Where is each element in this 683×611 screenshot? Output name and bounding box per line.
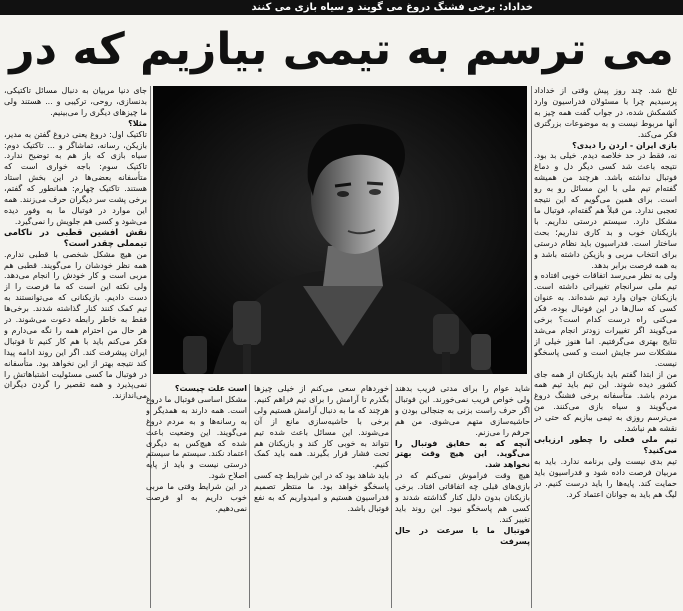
paragraph: باید شاهد بود که در این شرایط چه کسی پاسخگو خواهد بود. ما منتظر تصمیم فدراسیون هستیم و امیدواریم که به نفع فوتبال باشد. bbox=[254, 471, 389, 513]
kicker-text: خداداد: برخی فشنگ دروغ می گویند و سیاه بازی می کنند bbox=[251, 2, 533, 13]
subheading: تیم ملی فعلی را چطور ارزیابی می‌کنید؟ bbox=[534, 435, 677, 455]
paragraph: هیچ وقت فراموش نمی‌کنم که در بازی‌های قبلی چه اتفاقاتی افتاد. برخی بازیکنان بدون دلیل کنار گذاشته شدند و کسی هم پاسخگو نبود. این روند باید تغییر کند. bbox=[395, 471, 530, 524]
paragraph: من از ابتدا گفتم باید بازیکنان از همه جای کشور دیده شوند. این تیم باید تیم همه مردم باشد. متأسفانه برخی فشنگ دروغ می‌گویند و سیاه بازی می‌کنند. من می‌ترسم روزی به تیمی ببازیم که حتی در نقشه هم نباشد. bbox=[534, 369, 677, 434]
paragraph: تلخ شد. چند روز پیش وقتی از خداداد پرسیدیم چرا با مسئولان فدراسیون وارد کشمکش شده، در جواب گفت همه چیز به آنها مربوط نیست و به موضوعات بزرگتری فکر می‌کند. bbox=[534, 86, 677, 139]
paragraph: خوردهام سعی می‌کنم از خیلی چیزها بگذرم تا آرامش را برای تیم فراهم کنیم. هرچند که ما به دنبال آرامش هستیم ولی برخی با حاشیه‌سازی مانع از آن می‌شوند. این مسائل باعث شده تیم نتواند به خوبی کار کند و بازیکنان هم تحت فشار قرار بگیرند. همه باید کمک کنیم. bbox=[254, 384, 389, 470]
kicker-bar bbox=[0, 0, 683, 15]
microphone-icon bbox=[183, 336, 207, 374]
microphone-icon bbox=[471, 334, 491, 370]
column-rule bbox=[249, 384, 250, 608]
paragraph: من هیچ مشکل شخصی با قطبی ندارم. همه نظر خودشان را می‌گویند. قطبی هم مربی است و کار خودش را انجام می‌دهد. ولی نکته این است که ما فرصت را از دست دادیم. بازیکنانی که می‌توانستند به تیم کمک کنند کنار گذاشته شدند. برخی‌ها فقط به خاطر رابطه دعوت می‌شوند. در هر حال من احترام همه را نگه می‌دارم و فکر می‌کنم باید با هم کار کنیم تا فوتبال ایران پیشرفت کند. اگر این روند ادامه پیدا کند نتیجه بهتر از این نخواهد بود. متأسفانه در فوتبال ما کسی مسئولیت اشتباهاتش را نمی‌پذیرد و همه تقصیر را گردن دیگران می‌اندازند. bbox=[4, 249, 147, 401]
subheading: مثلا؟ bbox=[128, 118, 147, 128]
coach-photo bbox=[153, 86, 527, 374]
subheading: فوتبال ما با سرعت در حال پسرفت bbox=[395, 525, 530, 546]
subheading: آنچه که به حقایق فوتبال را می‌گوید. این هیچ وقت بهتر نخواهد شد. bbox=[395, 438, 530, 470]
article-column-middle-2 bbox=[254, 384, 389, 608]
paragraph: شاید عوام را برای مدتی فریب بدهند ولی خواص فریب نمی‌خورند. این فوتبال اگر حرف راست بزنی به جنجالی بودن و حاشیه‌سازی متهم می‌شوی. من هم حرفم را می‌زنم. bbox=[395, 384, 530, 437]
paragraph: تاکتیک اول: دروغ یعنی دروغ گفتن به مدیر، بازیکن، رسانه، تماشاگر و ... تاکتیک دوم: سیاه بازی که باز هم به توضیح ندارد. تاکتیک سوم: باجه خواری است که متأسفانه بعضی‌ها در این بخش استاد هستند. تاکتیک چهارم: همانطور که گفتم، برخی پشت سر دیگران حرف می‌زنند. همه این موارد در فوتبال ما به وفور دیده می‌شود و کسی هم جلویش را نمی‌گیرد. bbox=[4, 129, 147, 226]
paragraph: در این شرایط وقتی ما مربی خوب داریم به او فرصت نمی‌دهیم. bbox=[146, 482, 247, 513]
article-column-middle-3 bbox=[146, 384, 247, 608]
article-column-right bbox=[534, 86, 677, 608]
paragraph: مشکل اساسی فوتبال ما دروغ است. همه دارند به همدیگر و به رسانه‌ها و به مردم دروغ می‌گویند. این وضعیت باعث شده که هیچ‌کس به دیگری اعتماد نکند. سیستم ما سیستم درستی نیست و باید از پایه اصلاح شود. bbox=[146, 394, 247, 481]
subheading: بازی ایران - اردن را دیدی؟ bbox=[572, 140, 677, 150]
column-rule bbox=[531, 86, 532, 608]
column-rule bbox=[391, 384, 392, 608]
paragraph: تیم بدی نیست ولی برنامه ندارد. باید به مربیان فرصت داده شود و فدراسیون باید حمایت کند. پایه‌ها را باید درست کنیم. در لیگ هم باید به جوانان اعتماد کرد. bbox=[534, 456, 677, 499]
coach-photo-illustration bbox=[153, 86, 527, 374]
article-column-left bbox=[4, 86, 147, 608]
headline: می ترسم به تیمی بیازیم که در bbox=[9, 24, 674, 75]
paragraph: ولی به نظر می‌رسد اتفاقات خوبی افتاده و تیم ملی سرانجام تغییراتی داشته است. بازیکنان جوان وارد تیم شده‌اند. به عنوان کسی که سال‌ها در این فوتبال بوده، فکر می‌کنی راه درست کدام است؟ برخی می‌گویند اگر تغییرات زودتر انجام می‌شد نتایج بهتری می‌گرفتیم. اما هنوز خیلی از مشکلات سر جایش است و کسی پاسخگو نیست. bbox=[534, 271, 677, 368]
paragraph: نه، فقط در حد خلاصه دیدم. خیلی بد بود. نتیجه باعث شد کسی دیگر دل و دماغ فوتبال نداشته باشد. هرچند من همیشه گفته‌ام تیم ملی با این مسائل رو به رو است. برای همین می‌گویم که این نتیجه تعجبی ندارد. من قبلاً هم گفته‌ام، فوتبال ما مشکل دارد. سیستم درستی نداریم. با بازیکنان خوب و بد کاری نداریم؛ بحث ساختار است. فدراسیون باید نظام درستی برای انتخاب مربی و بازیکن داشته باشد و به همه فرصت برابر بدهد. bbox=[534, 151, 677, 270]
pull-quote: نقش افشین قطبی در ناکامی تیمملی چقدر است؟ bbox=[4, 227, 147, 249]
paragraph: جای دنیا مربیان به دنبال مسائل تاکتیکی، بدنسازی، روحی، ترکیبی و ... هستند ولی ما چیزهای دیگری را می‌بینیم. bbox=[4, 86, 147, 117]
subheading: است علت چیست؟ bbox=[174, 384, 247, 393]
article-column-middle-1 bbox=[395, 384, 530, 608]
